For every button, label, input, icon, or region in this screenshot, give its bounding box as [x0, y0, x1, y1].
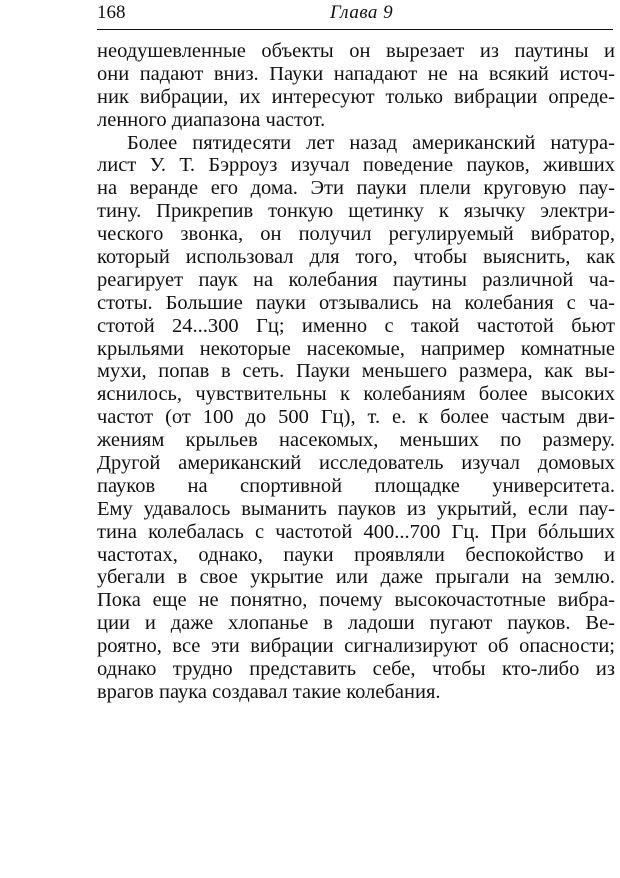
text-line: мухи, попав в сеть. Пауки меньшего размера, как вы- — [97, 360, 615, 383]
text-line: убегали в свое укрытие или даже прыгали на землю. — [97, 566, 615, 589]
text-line: неодушевленные объекты он вырезает из паутины и — [97, 40, 615, 62]
text-line: ник вибрации, их интересуют только вибрации опреде- — [97, 85, 615, 108]
text-line: ческого звонка, он получил регулируемый вибратор, — [97, 223, 615, 246]
text-line: который использовал для того, чтобы выяснить, как — [97, 246, 615, 269]
text-line: яснилось, чувствительны к колебаниям более высоких — [97, 383, 615, 406]
paragraph-2 — [97, 132, 615, 704]
text-line: крыльями некоторые насекомые, например комнатные — [97, 337, 615, 360]
text-line: стоты. Большие пауки отзывались на колебания с ча- — [97, 291, 615, 314]
body-text — [97, 40, 615, 704]
header-rule — [97, 29, 613, 30]
page-header — [97, 0, 613, 28]
text-line: реагирует паук на колебания паутины различной ча- — [97, 268, 615, 291]
text-line: жениям крыльев насекомых, меньших по размеру. — [97, 429, 615, 452]
text-line: на веранде его дома. Эти пауки плели круговую пау- — [97, 177, 615, 200]
text-line: стотой 24...300 Гц; именно с такой частотой бьют — [97, 314, 615, 337]
text-line: ленного диапазона частот. — [97, 108, 326, 131]
paragraph-1 — [97, 40, 615, 132]
text-line: Пока еще не понятно, почему высокочастотные вибра- — [97, 589, 615, 612]
page-number: 168 — [97, 2, 126, 23]
text-line: роятно, все эти вибрации сигнализируют об опасности; — [97, 635, 615, 658]
text-line: лист У. Т. Бэрроуз изучал поведение пауков, живших — [97, 154, 615, 177]
text-line: частот (от 100 до 500 Гц), т. е. к более частым дви- — [97, 406, 615, 429]
text-line: Ему удавалось выманить пауков из укрытий, если пау- — [97, 497, 615, 520]
text-line: Более пятидесяти лет назад американский натура- — [127, 131, 615, 154]
text-line: Другой американский исследователь изучал домовых — [97, 452, 615, 475]
text-line: пауков на спортивной площадке университета. — [97, 474, 615, 497]
text-line: тина колебалась с частотой 400...700 Гц. При бóльших — [97, 520, 615, 543]
text-line: они падают вниз. Пауки нападают не на всякий источ- — [97, 62, 615, 85]
text-line: однако трудно представить себе, чтобы кто-либо из — [97, 658, 615, 681]
text-line: тину. Прикрепив тонкую щетинку к язычку электри- — [97, 200, 615, 223]
running-head: Глава 9 — [330, 2, 394, 23]
text-line: частотах, однако, пауки проявляли беспокойство и — [97, 543, 615, 566]
text-line: ции и даже хлопанье в ладоши пугают пауков. Ве- — [97, 612, 615, 635]
text-line: врагов паука создавал такие колебания. — [97, 680, 441, 703]
